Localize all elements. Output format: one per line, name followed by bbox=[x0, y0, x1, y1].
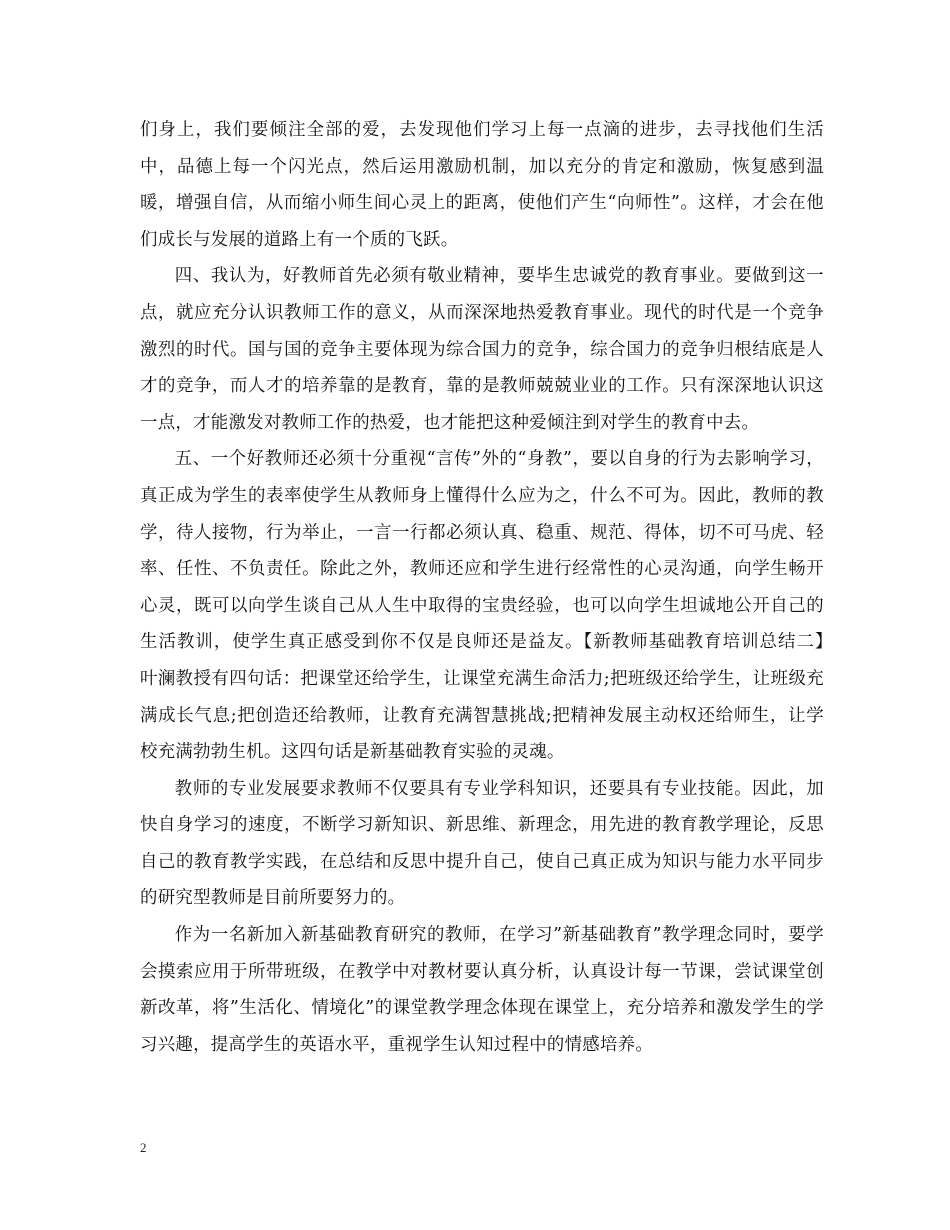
document-body bbox=[140, 112, 860, 1063]
paragraph-3: 五、一个好教师还必须十分重视“言传”外的“身教”，要以自身的行为去影响学习，真正成为学生的表率使学生从教师身上懂得什么应为之，什么不可为。因此，教师的教学，待人接物，行为举止，一言一行都必须认真、稳重、规范、得体，切不可马虎、轻率、任性、不负责任。除此之外，教师还应和学生进行经常性的心灵沟通，向学生畅开心灵，既可以向学生谈自己从人生中取得的宝贵经验，也可以向学生坦诚地公开自己的生活教训，使学生真正感受到你不仅是良师还是益友。【新教师基础教育培训总结二】 叶澜教授有四句话：把课堂还给学生，让课堂充满生命活力;把班级还给学生，让班级充满成长气息;把创造还给教师，让教育充满智慧挑战;把精神发展主动权还给师生，让学校充满勃勃生机。这四句话是新基础教育实验的灵魂。 bbox=[140, 449, 860, 763]
paragraph-5: 作为一名新加入新基础教育研究的教师，在学习”新基础教育”教学理念同时，要学会摸索应用于所带班级，在教学中对教材要认真分析，认真设计每一节课，尝试课堂创新改革，将”生活化、情境化”的课堂教学理念体现在课堂上，充分培养和激发学生的学习兴趣，提高学生的英语水平，重视学生认知过程中的情感培养。 bbox=[140, 925, 824, 1055]
page-number: 2 bbox=[140, 1140, 147, 1155]
paragraph-1: 们身上，我们要倾注全部的爱，去发现他们学习上每一点滴的进步，去寻找他们生活中，品德上每一个闪光点，然后运用激励机制，加以充分的肯定和激励，恢复感到温暖，增强自信，从而缩小师生间心灵上的距离，使他们产生“向师性”。这样，才会在他们成长与发展的道路上有一个质的飞跃。 bbox=[140, 120, 824, 250]
paragraph-2: 四、我认为，好教师首先必须有敬业精神，要毕生忠诚党的教育事业。要做到这一点，就应充分认识教师工作的意义，从而深深地热爱教育事业。现代的时代是一个竞争激烈的时代。国与国的竞争主要体现为综合国力的竞争，综合国力的竞争归根结底是人才的竞争，而人才的培养靠的是教育，靠的是教师兢兢业业的工作。只有深深地认识这一点，才能激发对教师工作的热爱，也才能把这种爱倾注到对学生的教育中去。 bbox=[140, 266, 824, 433]
paragraph-4: 教师的专业发展要求教师不仅要具有专业学科知识，还要具有专业技能。因此，加快自身学习的速度，不断学习新知识、新思维、新理念，用先进的教育教学理论，反思自己的教育教学实践，在总结和反思中提升自己，使自己真正成为知识与能力水平同步的研究型教师是目前所要努力的。 bbox=[140, 778, 824, 909]
